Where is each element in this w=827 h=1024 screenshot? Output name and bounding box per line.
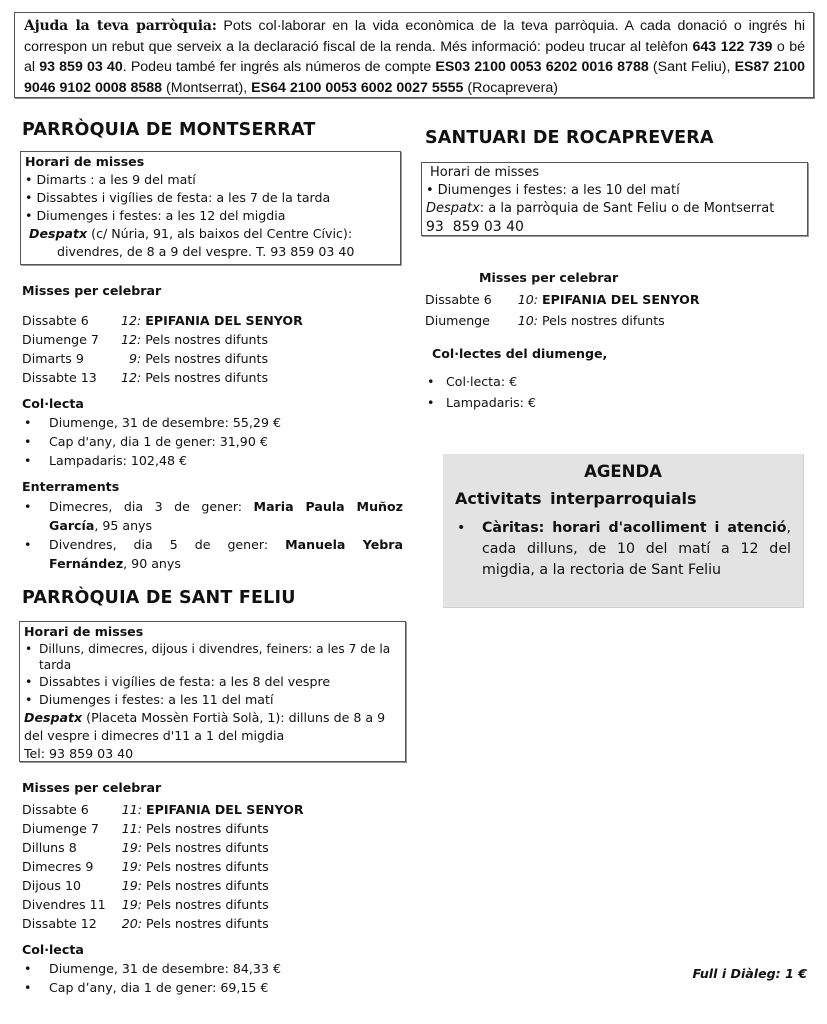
table-row: Dijous 10 19: Pels nostres difunts [22, 878, 269, 893]
table-row: Dilluns 8 19: Pels nostres difunts [22, 840, 269, 855]
rocaprevera-misses-heading: Misses per celebrar [479, 270, 619, 285]
schedule-item: • Dissabtes i vigílies de festa: a les 8 del vespre [25, 674, 331, 689]
sant-feliu-schedule-box [19, 621, 406, 762]
schedule-item: • Diumenges i festes: a les 11 del matí [25, 692, 274, 707]
agenda-list [455, 518, 791, 581]
sant-feliu-title: PARRÒQUIA DE SANT FELIU [22, 588, 296, 608]
table-row: Dimecres 9 19: Pels nostres difunts [22, 859, 269, 874]
table-row: Dissabte 6 11: EPIFANIA DEL SENYOR [22, 802, 304, 817]
office-phone: Tel: 93 859 03 40 [24, 746, 134, 761]
list-item: • Lampadaris: € [425, 392, 805, 413]
montserrat-collecta-heading: Col·lecta [22, 396, 84, 411]
table-row: Dissabte 12 20: Pels nostres difunts [22, 916, 269, 931]
sant-feliu-misses-heading: Misses per celebrar [22, 780, 162, 795]
rocaprevera-schedule-box [421, 162, 808, 236]
rocaprevera-collectes-heading: Col·lectes del diumenge, [432, 346, 608, 361]
notice-lead: Ajuda la teva parròquia: [24, 18, 217, 34]
list-item: • Dimecres, dia 3 de gener: Maria Paula Muñoz García, 95 anys [22, 497, 403, 535]
phone-2: 93 859 03 40 [39, 59, 123, 75]
sant-feliu-misses-table [22, 800, 304, 933]
list-item: • Cap d’any, dia 1 de gener: 69,15 € [22, 978, 402, 997]
office-info: Despatx: a la parròquia de Sant Feliu o de Montserrat [426, 201, 775, 216]
schedule-item: • Dissabtes i vigílies de festa: a les 7 de la tarda [25, 189, 396, 207]
price-label: Full i Diàleg: 1 € [692, 966, 807, 981]
sant-feliu-collecta-heading: Col·lecta [22, 942, 84, 957]
montserrat-collecta-list [22, 413, 404, 470]
table-row: Diumenge 10: Pels nostres difunts [425, 313, 665, 328]
montserrat-misses-table [22, 311, 303, 387]
enterraments-list [22, 497, 403, 573]
list-item: • Diumenge, 31 de desembre: 84,33 € [22, 959, 402, 978]
rocaprevera-misses-table [425, 290, 700, 330]
agenda-title: AGENDA [584, 462, 662, 481]
sant-feliu-collecta-list [22, 959, 402, 997]
office-phone: 93 859 03 40 [426, 219, 524, 235]
agenda-subtitle: Activitats interparroquials [455, 489, 697, 508]
schedule-item: • Diumenges i festes: a les 10 del matí [426, 182, 803, 200]
list-item: • Divendres, dia 5 de gener: Manuela Yebra Fernández, 90 anys [22, 535, 403, 573]
donation-notice: Ajuda la teva parròquia: Pots col·laborar en la vida econòmica de la teva parròquia. A cada donació o ingrés hi correspon un rebut que serveix a la declaració fiscal de la renda. Més informació: podeu trucar al telèfon 643 122 739 o bé al 93 859 03 40. Podeu també fer ingrés als números de compte ES03 2100 0053 6202 0016 8788 (Sant Feliu), ES87 2100 9046 9102 0008 8588 (Montserrat), ES64 2100 0053 6002 0027 5555 (Rocaprevera) [14, 12, 814, 98]
table-row: Dissabte 6 10: EPIFANIA DEL SENYOR [425, 292, 700, 307]
table-row: Dissabte 6 12: EPIFANIA DEL SENYOR [22, 313, 303, 328]
table-row: Diumenge 7 12: Pels nostres difunts [22, 332, 269, 347]
schedule-item: • Dimarts : a les 9 del matí [25, 171, 396, 189]
schedule-item: • Dilluns, dimecres, dijous i divendres, feiners: a les 7 de la tarda [25, 642, 391, 672]
montserrat-title: PARRÒQUIA DE MONTSERRAT [22, 120, 316, 140]
iban-sant-feliu: ES03 2100 0053 6202 0016 8788 [435, 59, 649, 75]
montserrat-schedule-box [20, 151, 401, 265]
list-item: • Càritas: horari d'acolliment i atenció, cada dilluns, de 10 del matí a 12 del migdia, a la rectoria de Sant Feliu [455, 518, 791, 581]
phone-1: 643 122 739 [692, 38, 773, 55]
schedule-heading: Horari de misses [25, 154, 145, 169]
list-item: • Diumenge, 31 de desembre: 55,29 € [22, 413, 404, 432]
table-row: Dissabte 13 12: Pels nostres difunts [22, 370, 269, 385]
iban-montserrat: ES87 2100 9046 9102 0008 8588 [24, 59, 806, 96]
schedule-item: • Diumenges i festes: a les 12 del migdia [25, 207, 396, 225]
iban-rocaprevera: ES64 2100 0053 6002 0027 5555 [251, 79, 464, 96]
list-item: • Cap d'any, dia 1 de gener: 31,90 € [22, 432, 404, 451]
schedule-heading: Horari de misses [430, 165, 540, 180]
rocaprevera-collectes-list [425, 371, 805, 413]
office-hours: divendres, de 8 a 9 del vespre. T. 93 859 03 40 [57, 244, 355, 259]
enterraments-heading: Enterraments [22, 479, 120, 494]
montserrat-misses-heading: Misses per celebrar [22, 283, 162, 298]
table-row: Diumenge 7 11: Pels nostres difunts [22, 821, 269, 836]
schedule-heading: Horari de misses [24, 624, 144, 639]
office-info: Despatx (Placeta Mossèn Fortià Solà, 1): dilluns de 8 a 9 del vespre i dimecres d'11 a 1 del migdia [24, 710, 386, 743]
agenda-box [443, 454, 804, 608]
list-item: • Col·lecta: € [425, 371, 805, 392]
rocaprevera-title: SANTUARI DE ROCAPREVERA [425, 128, 714, 148]
list-item: • Lampadaris: 102,48 € [22, 451, 404, 470]
table-row: Dimarts 9 9: Pels nostres difunts [22, 351, 269, 366]
table-row: Divendres 11 19: Pels nostres difunts [22, 897, 269, 912]
office-info: Despatx (c/ Núria, 91, als baixos del Centre Cívic): [29, 226, 353, 241]
